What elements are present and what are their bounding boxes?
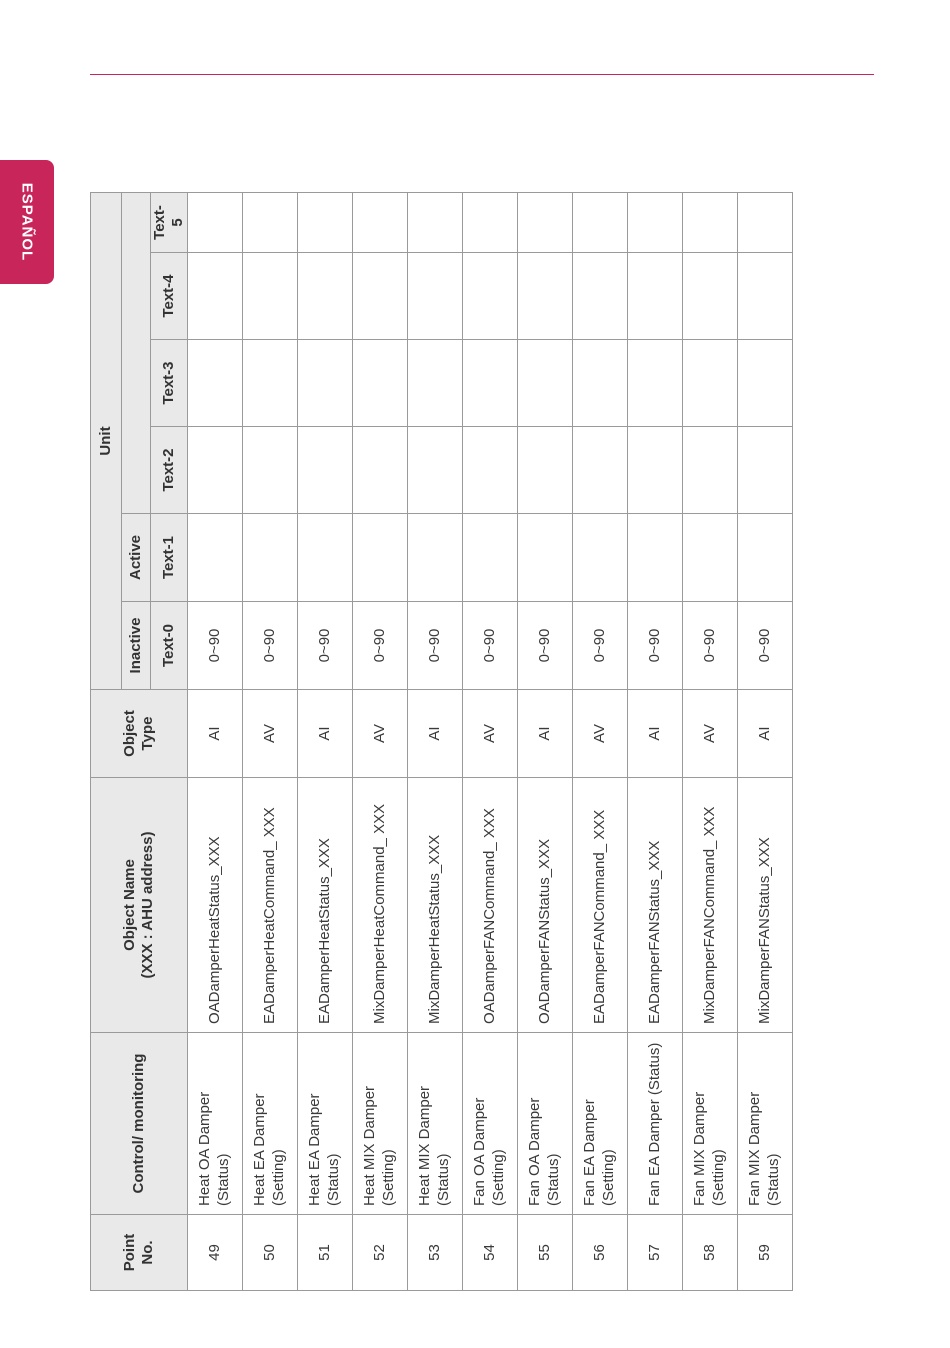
cell-text-0: 0~90 (298, 602, 353, 690)
cell-text-2 (518, 427, 573, 514)
cell-object-name: EADamperFANStatus_XXX (628, 778, 683, 1033)
cell-control: Fan OA Damper (Setting) (463, 1033, 518, 1215)
top-rule (90, 74, 874, 75)
cell-point-no: 52 (353, 1215, 408, 1291)
language-tab-label: ESPAÑOL (18, 182, 36, 262)
header-text-1: Text-1 (151, 514, 188, 602)
table-row (683, 192, 738, 1290)
table-row (738, 192, 793, 1290)
table-row (243, 192, 298, 1290)
cell-text-2 (628, 427, 683, 514)
header-object-name-sub: (XXX : AHU address) (139, 831, 156, 979)
cell-text-3 (353, 340, 408, 427)
cell-text-2 (243, 427, 298, 514)
cell-text-3 (518, 340, 573, 427)
cell-text-1 (408, 514, 463, 602)
cell-object-name: OADamperHeatStatus_XXX (188, 778, 243, 1033)
cell-text-1 (573, 514, 628, 602)
cell-control: Heat EA Damper (Setting) (243, 1033, 298, 1215)
cell-text-2 (573, 427, 628, 514)
cell-text-1 (518, 514, 573, 602)
cell-text-3 (243, 340, 298, 427)
cell-text-0: 0~90 (683, 602, 738, 690)
cell-object-type: AI (738, 690, 793, 778)
table-row (408, 192, 463, 1290)
header-text-2: Text-2 (151, 427, 188, 514)
header-active: Active (122, 514, 151, 602)
cell-text-5 (353, 192, 408, 252)
cell-text-3 (628, 340, 683, 427)
header-unit: Unit (91, 192, 122, 689)
cell-text-0: 0~90 (408, 602, 463, 690)
cell-control: Fan MIX Damper (Setting) (683, 1033, 738, 1215)
cell-object-type: AI (188, 690, 243, 778)
cell-text-4 (518, 253, 573, 340)
cell-text-1 (353, 514, 408, 602)
cell-text-5 (463, 192, 518, 252)
header-inactive: Inactive (122, 602, 151, 690)
cell-text-2 (298, 427, 353, 514)
header-control: Control/ monitoring (91, 1033, 188, 1215)
cell-text-3 (188, 340, 243, 427)
cell-object-type: AV (573, 690, 628, 778)
cell-text-4 (408, 253, 463, 340)
cell-text-1 (463, 514, 518, 602)
cell-text-4 (188, 253, 243, 340)
cell-point-no: 58 (683, 1215, 738, 1291)
cell-text-3 (573, 340, 628, 427)
table-row (353, 192, 408, 1290)
header-object-type: Object Type (91, 690, 188, 778)
cell-text-1 (628, 514, 683, 602)
cell-text-4 (298, 253, 353, 340)
cell-text-1 (188, 514, 243, 602)
cell-text-2 (353, 427, 408, 514)
cell-object-name: MixDamperFANCommand_ XXX (683, 778, 738, 1033)
cell-text-5 (573, 192, 628, 252)
cell-point-no: 49 (188, 1215, 243, 1291)
cell-text-5 (628, 192, 683, 252)
cell-text-5 (683, 192, 738, 252)
header-text-0: Text-0 (151, 602, 188, 690)
cell-object-name: OADamperFANStatus_XXX (518, 778, 573, 1033)
cell-object-type: AV (683, 690, 738, 778)
cell-point-no: 57 (628, 1215, 683, 1291)
cell-text-1 (738, 514, 793, 602)
table-row (463, 192, 518, 1290)
cell-text-5 (518, 192, 573, 252)
cell-text-2 (463, 427, 518, 514)
cell-text-0: 0~90 (518, 602, 573, 690)
cell-object-name: MixDamperHeatCommand_ XXX (353, 778, 408, 1033)
cell-point-no: 51 (298, 1215, 353, 1291)
table-row (628, 192, 683, 1290)
cell-text-3 (683, 340, 738, 427)
header-text-5: Text-5 (151, 192, 188, 252)
cell-object-name: MixDamperHeatStatus_XXX (408, 778, 463, 1033)
cell-text-2 (408, 427, 463, 514)
table-row (298, 192, 353, 1290)
cell-text-5 (243, 192, 298, 252)
data-table-container (90, 193, 804, 1291)
cell-object-name: EADamperHeatCommand_ XXX (243, 778, 298, 1033)
cell-object-name: EADamperHeatStatus_XXX (298, 778, 353, 1033)
cell-text-4 (243, 253, 298, 340)
cell-object-type: AI (298, 690, 353, 778)
cell-text-2 (738, 427, 793, 514)
cell-object-name: OADamperFANCommand_ XXX (463, 778, 518, 1033)
cell-text-0: 0~90 (188, 602, 243, 690)
cell-text-5 (738, 192, 793, 252)
cell-text-0: 0~90 (353, 602, 408, 690)
cell-text-4 (463, 253, 518, 340)
cell-text-2 (188, 427, 243, 514)
cell-text-4 (573, 253, 628, 340)
cell-text-4 (738, 253, 793, 340)
cell-object-name: EADamperFANCommand_ XXX (573, 778, 628, 1033)
language-tab (0, 160, 54, 284)
cell-text-1 (683, 514, 738, 602)
header-text-3: Text-3 (151, 340, 188, 427)
cell-object-type: AI (518, 690, 573, 778)
cell-text-2 (683, 427, 738, 514)
cell-control: Heat MIX Damper (Setting) (353, 1033, 408, 1215)
table-row (188, 192, 243, 1290)
cell-text-3 (298, 340, 353, 427)
cell-text-3 (738, 340, 793, 427)
cell-text-4 (353, 253, 408, 340)
cell-point-no: 56 (573, 1215, 628, 1291)
cell-object-name: MixDamperFANStatus_XXX (738, 778, 793, 1033)
cell-object-type: AI (628, 690, 683, 778)
table-row (518, 192, 573, 1290)
cell-text-4 (628, 253, 683, 340)
header-point-no: Point No. (91, 1215, 188, 1291)
cell-text-3 (408, 340, 463, 427)
cell-text-3 (463, 340, 518, 427)
cell-point-no: 54 (463, 1215, 518, 1291)
cell-text-0: 0~90 (738, 602, 793, 690)
cell-control: Fan OA Damper (Status) (518, 1033, 573, 1215)
header-object-name-title: Object Name (121, 859, 138, 951)
cell-control: Heat OA Damper (Status) (188, 1033, 243, 1215)
cell-text-4 (683, 253, 738, 340)
header-text-4: Text-4 (151, 253, 188, 340)
cell-object-type: AV (353, 690, 408, 778)
cell-point-no: 59 (738, 1215, 793, 1291)
bacnet-points-table (90, 192, 793, 1291)
cell-text-0: 0~90 (463, 602, 518, 690)
cell-text-1 (243, 514, 298, 602)
cell-control: Fan MIX Damper (Status) (738, 1033, 793, 1215)
cell-control: Fan EA Damper (Status) (628, 1033, 683, 1215)
cell-object-type: AI (408, 690, 463, 778)
cell-text-0: 0~90 (628, 602, 683, 690)
cell-control: Heat EA Damper (Status) (298, 1033, 353, 1215)
cell-text-5 (408, 192, 463, 252)
table-body (188, 192, 793, 1290)
cell-point-no: 55 (518, 1215, 573, 1291)
cell-object-type: AV (463, 690, 518, 778)
cell-control: Fan EA Damper (Setting) (573, 1033, 628, 1215)
cell-control: Heat MIX Damper (Status) (408, 1033, 463, 1215)
table-row (573, 192, 628, 1290)
cell-text-5 (188, 192, 243, 252)
cell-text-0: 0~90 (243, 602, 298, 690)
cell-text-1 (298, 514, 353, 602)
cell-point-no: 50 (243, 1215, 298, 1291)
cell-text-0: 0~90 (573, 602, 628, 690)
header-unit-blank (122, 192, 151, 513)
cell-text-5 (298, 192, 353, 252)
cell-object-type: AV (243, 690, 298, 778)
header-object-name (91, 778, 188, 1033)
cell-point-no: 53 (408, 1215, 463, 1291)
